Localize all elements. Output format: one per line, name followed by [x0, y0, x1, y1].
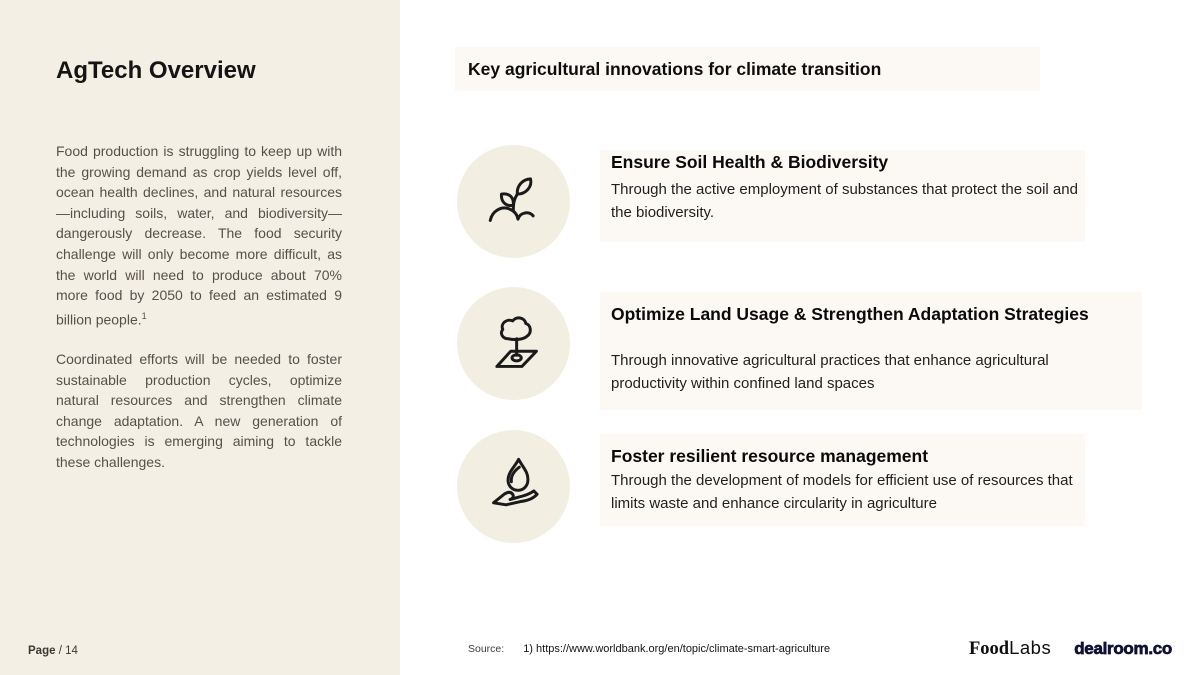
list-item [611, 303, 1151, 395]
source-row [468, 643, 830, 655]
dealroom-logo: dealroom.co [1074, 639, 1172, 658]
list-item [611, 151, 1151, 224]
intro-paragraph [56, 141, 342, 330]
item-description: Through the development of models for efficient use of resources that limits waste and enhance circularity in agriculture [611, 472, 1073, 512]
main-content [400, 0, 1200, 675]
page-footer [28, 645, 78, 657]
item-icon-circle [457, 430, 570, 543]
footnote-marker: 1 [141, 310, 147, 321]
source-label: Source: [468, 643, 505, 655]
sidebar-content [0, 0, 343, 473]
item-icon-circle [457, 145, 570, 258]
item-title: Ensure Soil Health & Biodiversity [611, 152, 889, 172]
tree-plot-icon [481, 311, 547, 377]
item-description: Through the active employment of substances that protect the soil and the biodiversity. [611, 181, 1078, 221]
item-title: Optimize Land Usage & Strengthen Adaptation Strategies [611, 304, 1089, 324]
page-label: Page [28, 645, 56, 657]
droplet-hand-icon [481, 454, 547, 520]
item-icon-circle [457, 287, 570, 400]
page-number: / 14 [55, 645, 78, 657]
source-url: 1) https://www.worldbank.org/en/topic/climate-smart-agriculture [523, 643, 831, 655]
item-description: Through innovative agricultural practices that enhance agricultural productivity within confined land spaces [611, 352, 1049, 392]
page-title: AgTech Overview [56, 57, 256, 84]
second-paragraph: Coordinated efforts will be needed to foster sustainable production cycles, optimize natural resources and strengthen climate change adaptation. A new generation of technologies is emerging aiming to tackle these challenges. [56, 351, 342, 470]
intro-paragraph-text: Food production is struggling to keep up with the growing demand as crop yields level off, ocean health declines, and natural resources—including soils, water, and biodiversity—dangerously decrease. The food security challenge will only become more difficult, as the world will need to produce about 70% more food by 2050 to feed an estimated 9 billion people. [56, 143, 342, 328]
foodlabs-logo-sans: Labs [1009, 637, 1052, 658]
list-item [611, 445, 1151, 515]
foodlabs-logo-serif: Food [969, 639, 1010, 659]
sprout-icon [481, 169, 547, 235]
footer-logos [969, 637, 1172, 660]
item-title: Foster resilient resource management [611, 446, 929, 466]
foodlabs-logo [969, 637, 1051, 660]
sidebar [0, 0, 400, 675]
main-heading: Key agricultural innovations for climate transition [468, 59, 882, 79]
